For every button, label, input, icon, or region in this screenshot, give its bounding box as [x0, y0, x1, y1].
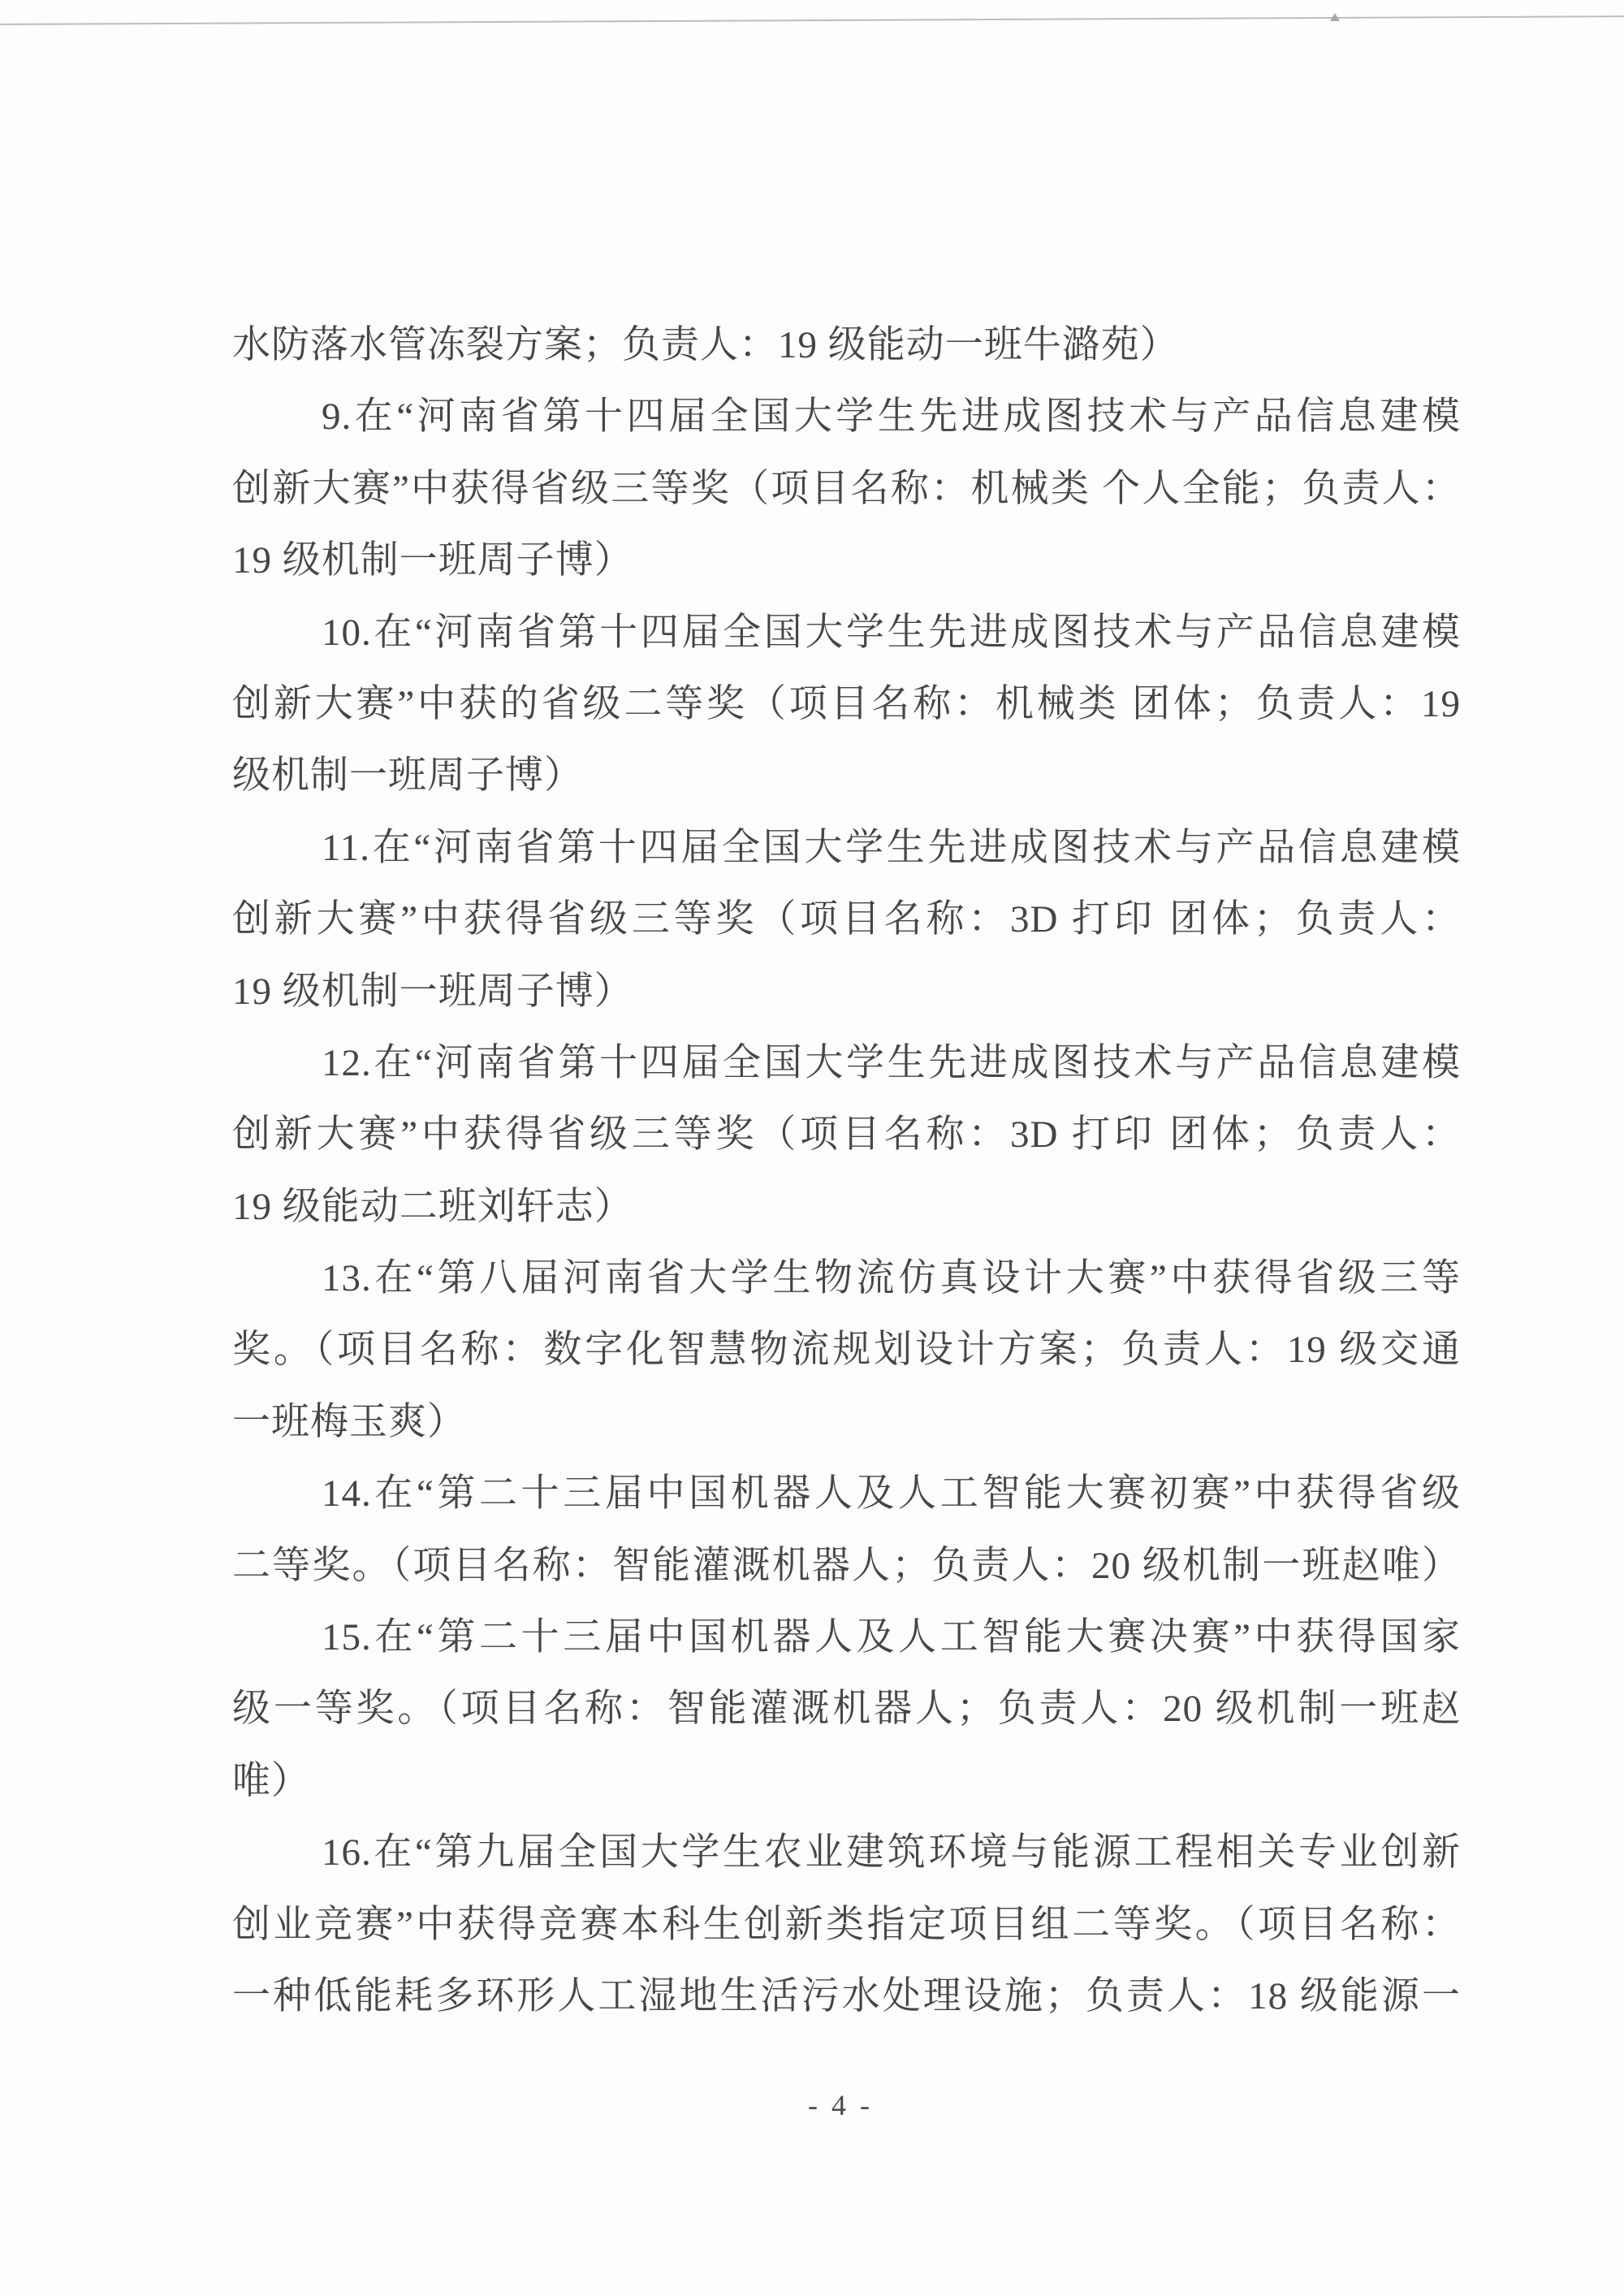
scan-artifact-line	[0, 15, 1624, 25]
text-line: 级机制一班周子博）	[232, 755, 583, 798]
text-line: 二等奖。（项目名称：智能灌溉机器人；负责人：20 级机制一班赵唯）	[232, 1544, 1461, 1587]
text-line: 级一等奖。（项目名称：智能灌溉机器人；负责人：20 级机制一班赵	[232, 1688, 1461, 1731]
text-line: 13.在“第八届河南省大学生物流仿真设计大赛”中获得省级三等	[322, 1257, 1461, 1300]
text-line: 奖。（项目名称：数字化智慧物流规划设计方案；负责人：19 级交通	[232, 1329, 1461, 1372]
text-line: 19 级机制一班周子博）	[232, 970, 633, 1013]
text-line: 10.在“河南省第十四届全国大学生先进成图技术与产品信息建模	[322, 611, 1461, 654]
text-line: 12.在“河南省第十四届全国大学生先进成图技术与产品信息建模	[322, 1041, 1461, 1084]
text-line: 19 级能动二班刘轩志）	[232, 1185, 633, 1228]
text-line: 11.在“河南省第十四届全国大学生先进成图技术与产品信息建模	[322, 826, 1461, 869]
document-body	[232, 309, 1461, 2032]
text-line: 一种低能耗多环形人工湿地生活污水处理设施；负责人：18 级能源一	[232, 1974, 1461, 2017]
text-line: 15.在“第二十三届中国机器人及人工智能大赛决赛”中获得国家	[322, 1616, 1461, 1659]
text-line: 水防落水管冻裂方案；负责人：19 级能动一班牛潞苑）	[232, 324, 1179, 366]
text-line: 16.在“第九届全国大学生农业建筑环境与能源工程相关专业创新	[322, 1831, 1461, 1874]
text-line: 创新大赛”中获得省级三等奖（项目名称：3D 打印 团体；负责人：	[232, 1113, 1461, 1157]
page-number: - 4 -	[808, 2089, 873, 2121]
text-line: 创新大赛”中获得省级三等奖（项目名称：机械类 个人全能；负责人：	[232, 467, 1461, 510]
text-line: 19 级机制一班周子博）	[232, 539, 633, 582]
text-line: 创新大赛”中获得省级三等奖（项目名称：3D 打印 团体；负责人：	[232, 898, 1461, 941]
text-line: 创新大赛”中获的省级二等奖（项目名称：机械类 团体；负责人：19	[232, 682, 1461, 725]
text-line: 唯）	[232, 1759, 310, 1802]
text-line: 创业竞赛”中获得竞赛本科生创新类指定项目组二等奖。（项目名称：	[232, 1903, 1461, 1946]
text-line: 一班梅玉爽）	[232, 1400, 466, 1443]
text-line: 9.在“河南省第十四届全国大学生先进成图技术与产品信息建模	[322, 396, 1461, 439]
text-line: 14.在“第二十三届中国机器人及人工智能大赛初赛”中获得省级	[322, 1472, 1461, 1516]
